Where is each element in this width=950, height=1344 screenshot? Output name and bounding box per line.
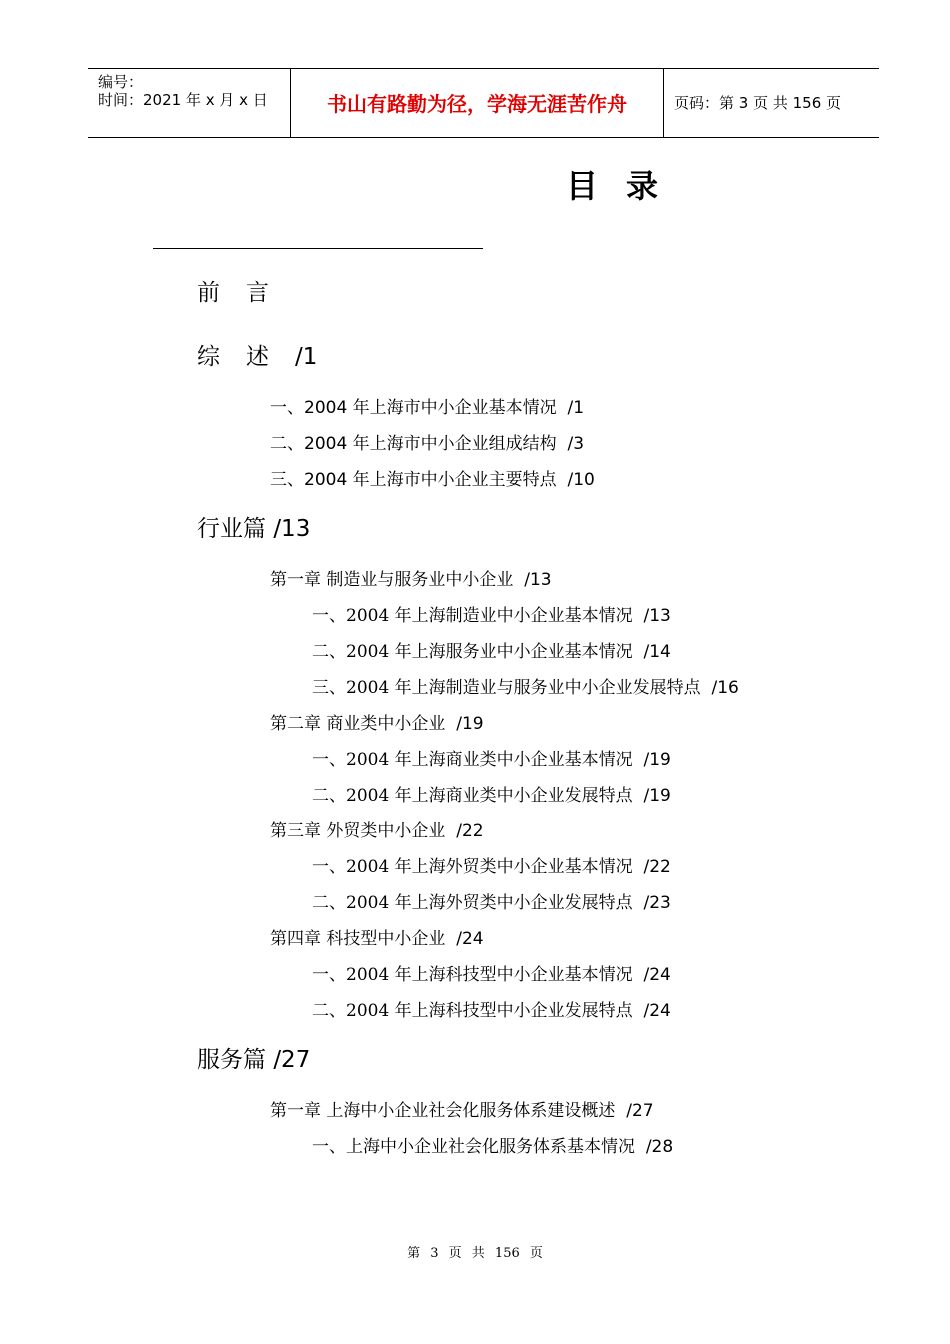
header-motto: 书山有路勤为径，学海无涯苦作舟	[327, 92, 627, 116]
toc-entry	[312, 785, 671, 807]
toc-page-number: /1	[295, 344, 318, 370]
toc-page-number: /23	[643, 893, 671, 913]
toc-entry-text: 二、2004 年上海商业类中小企业发展特点	[312, 786, 633, 806]
toc-page-number: /13	[524, 570, 552, 590]
toc-page-number: /1	[567, 398, 585, 418]
toc-chapter	[270, 569, 552, 591]
toc-chapter	[270, 713, 484, 735]
page-title: 目录	[566, 167, 687, 205]
toc-entry	[312, 892, 671, 914]
document-number-label: 编号：	[98, 73, 144, 91]
toc-part-service	[197, 1045, 310, 1075]
toc-page-number: /22	[643, 857, 671, 877]
toc-entry	[312, 964, 671, 986]
toc-page-number: /27	[626, 1101, 654, 1121]
header-meta-cell	[88, 69, 291, 137]
toc-chapter-title: 第二章 商业类中小企业	[270, 714, 446, 734]
toc-chapter	[270, 928, 484, 950]
toc-entry-text: 三、2004 年上海制造业与服务业中小企业发展特点	[312, 678, 701, 698]
toc-entry	[312, 1000, 671, 1022]
document-date-label: 时间：2021 年 x 月 x 日	[98, 91, 268, 109]
toc-entry-text: 一、2004 年上海科技型中小企业基本情况	[312, 965, 633, 985]
toc-chapter-title: 第一章 制造业与服务业中小企业	[270, 570, 514, 590]
toc-preface: 前言	[197, 280, 295, 306]
toc-page-number: /3	[567, 434, 585, 454]
toc-entry-text: 一、2004 年上海商业类中小企业基本情况	[312, 750, 633, 770]
toc-page-number: /16	[711, 678, 739, 698]
toc-entry	[312, 605, 671, 627]
toc-part-label: 行业篇	[197, 516, 266, 542]
toc-entry-text: 一、2004 年上海制造业中小企业基本情况	[312, 606, 633, 626]
header-page-info: 页码：第 3 页 共 156 页	[674, 94, 842, 112]
toc-page-number: /24	[643, 1001, 671, 1021]
toc-part-label: 综述	[197, 344, 295, 370]
toc-entry	[312, 641, 671, 663]
title-divider	[153, 248, 483, 249]
header-page-cell	[664, 69, 879, 137]
page-header	[88, 68, 879, 138]
toc-page-number: /24	[643, 965, 671, 985]
toc-page-number: /27	[273, 1047, 311, 1073]
toc-chapter	[270, 1100, 654, 1122]
toc-part-label: 服务篇	[197, 1047, 266, 1073]
toc-page-number: /22	[456, 821, 484, 841]
toc-entry	[270, 469, 595, 491]
toc-entry	[312, 749, 671, 771]
header-motto-cell	[291, 69, 664, 137]
toc-entry-text: 三、2004 年上海市中小企业主要特点	[270, 470, 557, 490]
toc-entry-text: 二、2004 年上海外贸类中小企业发展特点	[312, 893, 633, 913]
toc-chapter	[270, 820, 484, 842]
page-footer: 第 3 页 共 156 页	[407, 1246, 543, 1261]
toc-entry-text: 二、2004 年上海市中小企业组成结构	[270, 434, 557, 454]
toc-page-number: /19	[456, 714, 484, 734]
toc-page-number: /10	[567, 470, 595, 490]
toc-page-number: /24	[456, 929, 484, 949]
toc-page-number: /14	[643, 642, 671, 662]
toc-entry	[312, 677, 739, 699]
toc-chapter-title: 第一章 上海中小企业社会化服务体系建设概述	[270, 1101, 616, 1121]
toc-entry-text: 一、2004 年上海市中小企业基本情况	[270, 398, 557, 418]
toc-chapter-title: 第四章 科技型中小企业	[270, 929, 446, 949]
toc-entry	[312, 1136, 673, 1158]
toc-page-number: /28	[645, 1137, 674, 1157]
toc-chapter-title: 第三章 外贸类中小企业	[270, 821, 446, 841]
toc-entry	[270, 433, 584, 455]
toc-page-number: /13	[643, 606, 671, 626]
toc-page-number: /13	[273, 516, 311, 542]
toc-page-number: /19	[643, 786, 671, 806]
toc-entry	[312, 856, 671, 878]
toc-entry	[270, 397, 584, 419]
toc-entry-text: 一、上海中小企业社会化服务体系基本情况	[312, 1137, 635, 1157]
toc-entry-text: 二、2004 年上海科技型中小企业发展特点	[312, 1001, 633, 1021]
toc-page-number: /19	[643, 750, 671, 770]
toc-entry-text: 一、2004 年上海外贸类中小企业基本情况	[312, 857, 633, 877]
toc-part-overview	[197, 342, 317, 372]
toc-entry-text: 二、2004 年上海服务业中小企业基本情况	[312, 642, 633, 662]
toc-part-industry	[197, 514, 310, 544]
